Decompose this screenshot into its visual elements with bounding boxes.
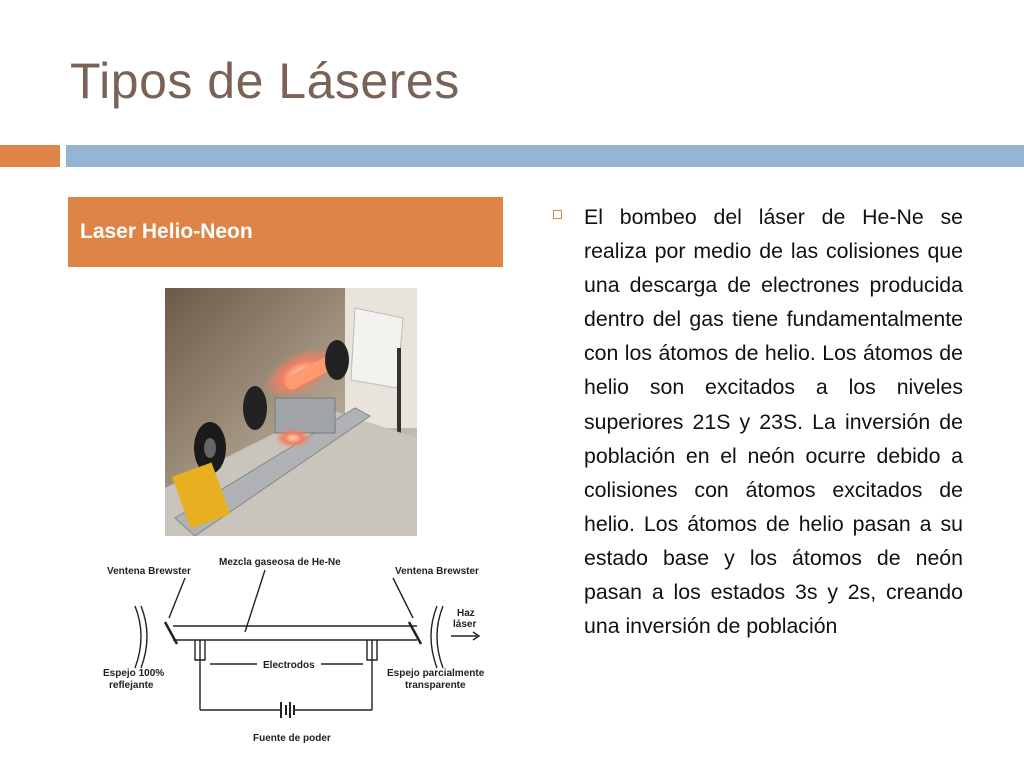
label-power-source: Fuente de poder xyxy=(253,733,331,744)
label-electrodes: Electrodos xyxy=(263,660,315,671)
label-beam-2: láser xyxy=(453,619,477,630)
hene-laser-diagram xyxy=(95,548,505,753)
bullet-item xyxy=(553,200,963,643)
label-mirror-full-1: Espejo 100% xyxy=(103,668,165,679)
label-gas-mixture: Mezcla gaseosa de He-Ne xyxy=(219,557,341,568)
laser-setup-photo xyxy=(165,288,417,536)
label-mirror-partial-2: transparente xyxy=(405,680,466,691)
label-mirror-partial-1: Espejo parcialmente xyxy=(387,668,485,679)
square-bullet-icon xyxy=(553,210,562,219)
bullet-text: El bombeo del láser de He-Ne se realiza por medio de las colisiones que una descarga de electrones producida dentro del gas tiene fundamentalmente con los átomos de helio. Los átomos de helio son excitados a los niveles superiores 21S y 23S. La inversión de población en el neón ocurre debido a colisiones con átomos excitados de helio. Los átomos de helio pasan a su estado base y los átomos de neón pasan a los estados 3s y 2s, creando una inversión de población xyxy=(584,205,963,639)
accent-bar-orange xyxy=(0,145,60,167)
partial-mirror-shape xyxy=(431,606,437,668)
section-header xyxy=(68,197,503,267)
label-brewster-left: Ventena Brewster xyxy=(107,566,191,577)
label-mirror-full-2: reflejante xyxy=(109,680,154,691)
accent-bar-blue xyxy=(66,145,1024,167)
slide-title: Tipos de Láseres xyxy=(70,53,460,109)
label-beam-1: Haz xyxy=(457,608,475,619)
section-header-label: Laser Helio-Neon xyxy=(80,220,253,243)
label-brewster-right: Ventena Brewster xyxy=(395,566,479,577)
full-mirror-shape xyxy=(135,606,141,668)
